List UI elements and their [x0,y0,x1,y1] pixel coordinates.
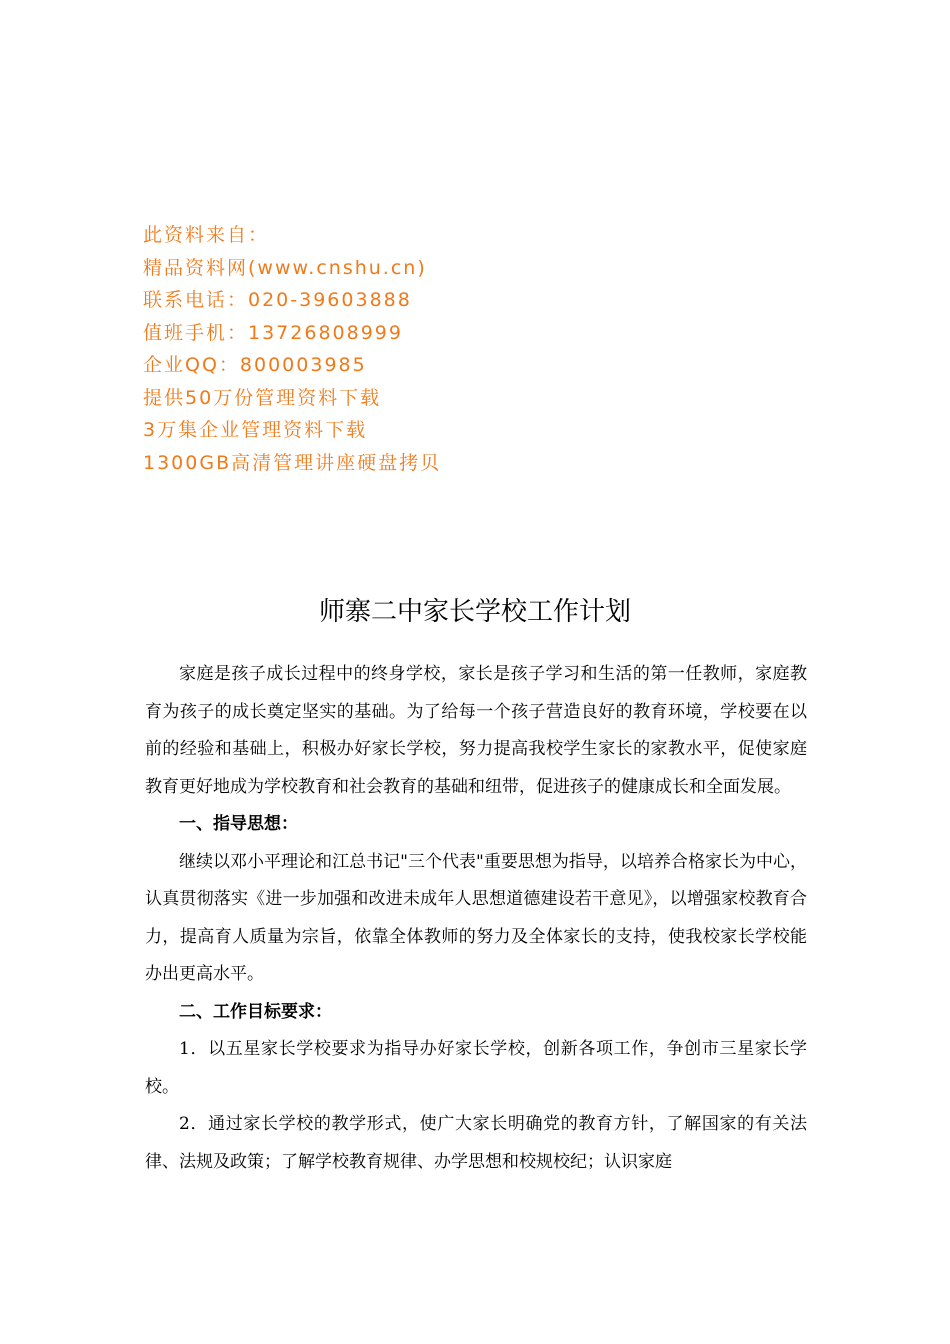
source-line: 精品资料网(www.cnshu.cn) [143,256,427,279]
section-heading-guiding-ideology: 一、指导思想： [179,814,298,834]
intro-paragraph: 家庭是孩子成长过程中的终身学校，家长是孩子学习和生活的第一任教师，家庭教育为孩子的成长奠定坚实的基础。为了给每一个孩子营造良好的教育环境，学校要在以前的经验和基础上，积极办好家长学校，努力提高我校学生家长的家教水平，促使家庭教育更好地成为学校教育和社会教育的基础和纽带，促进孩子的健康成长和全面发展。 [145,664,807,797]
work-goal-item-2: 2．通过家长学校的教学形式，使广大家长明确党的教育方针，了解国家的有关法律、法规及政策；了解学校教育规律、办学思想和校规校纪；认识家庭 [145,1114,807,1172]
section-heading-work-goals: 二、工作目标要求： [179,1001,332,1022]
work-goal-item-1: 1．以五星家长学校要求为指导办好家长学校，创新各项工作，争创市三星家长学校。 [145,1039,807,1097]
document-title: 师寨二中家长学校工作计划 [318,597,631,627]
source-line: 值班手机：13726808999 [143,321,403,344]
source-line: 此资料来自： [143,224,270,246]
document-body [145,656,807,1181]
guiding-ideology-paragraph: 继续以邓小平理论和江总书记"三个代表"重要思想为指导，以培养合格家长为中心，认真贯彻落实《进一步加强和改进未成年人思想道德建设若干意见》，以增强家校教育合力，提高育人质量为宗旨，依靠全体教师的努力及全体家长的支持，使我校家长学校能办出更高水平。 [145,851,807,984]
source-line: 3万集企业管理资料下载 [143,419,368,441]
source-info-block [143,219,643,479]
source-line: 提供50万份管理资料下载 [143,386,382,409]
source-line: 1300GB高清管理讲座硬盘拷贝 [143,451,442,474]
source-line: 企业QQ：800003985 [143,354,367,376]
source-line: 联系电话：020-39603888 [143,289,412,311]
